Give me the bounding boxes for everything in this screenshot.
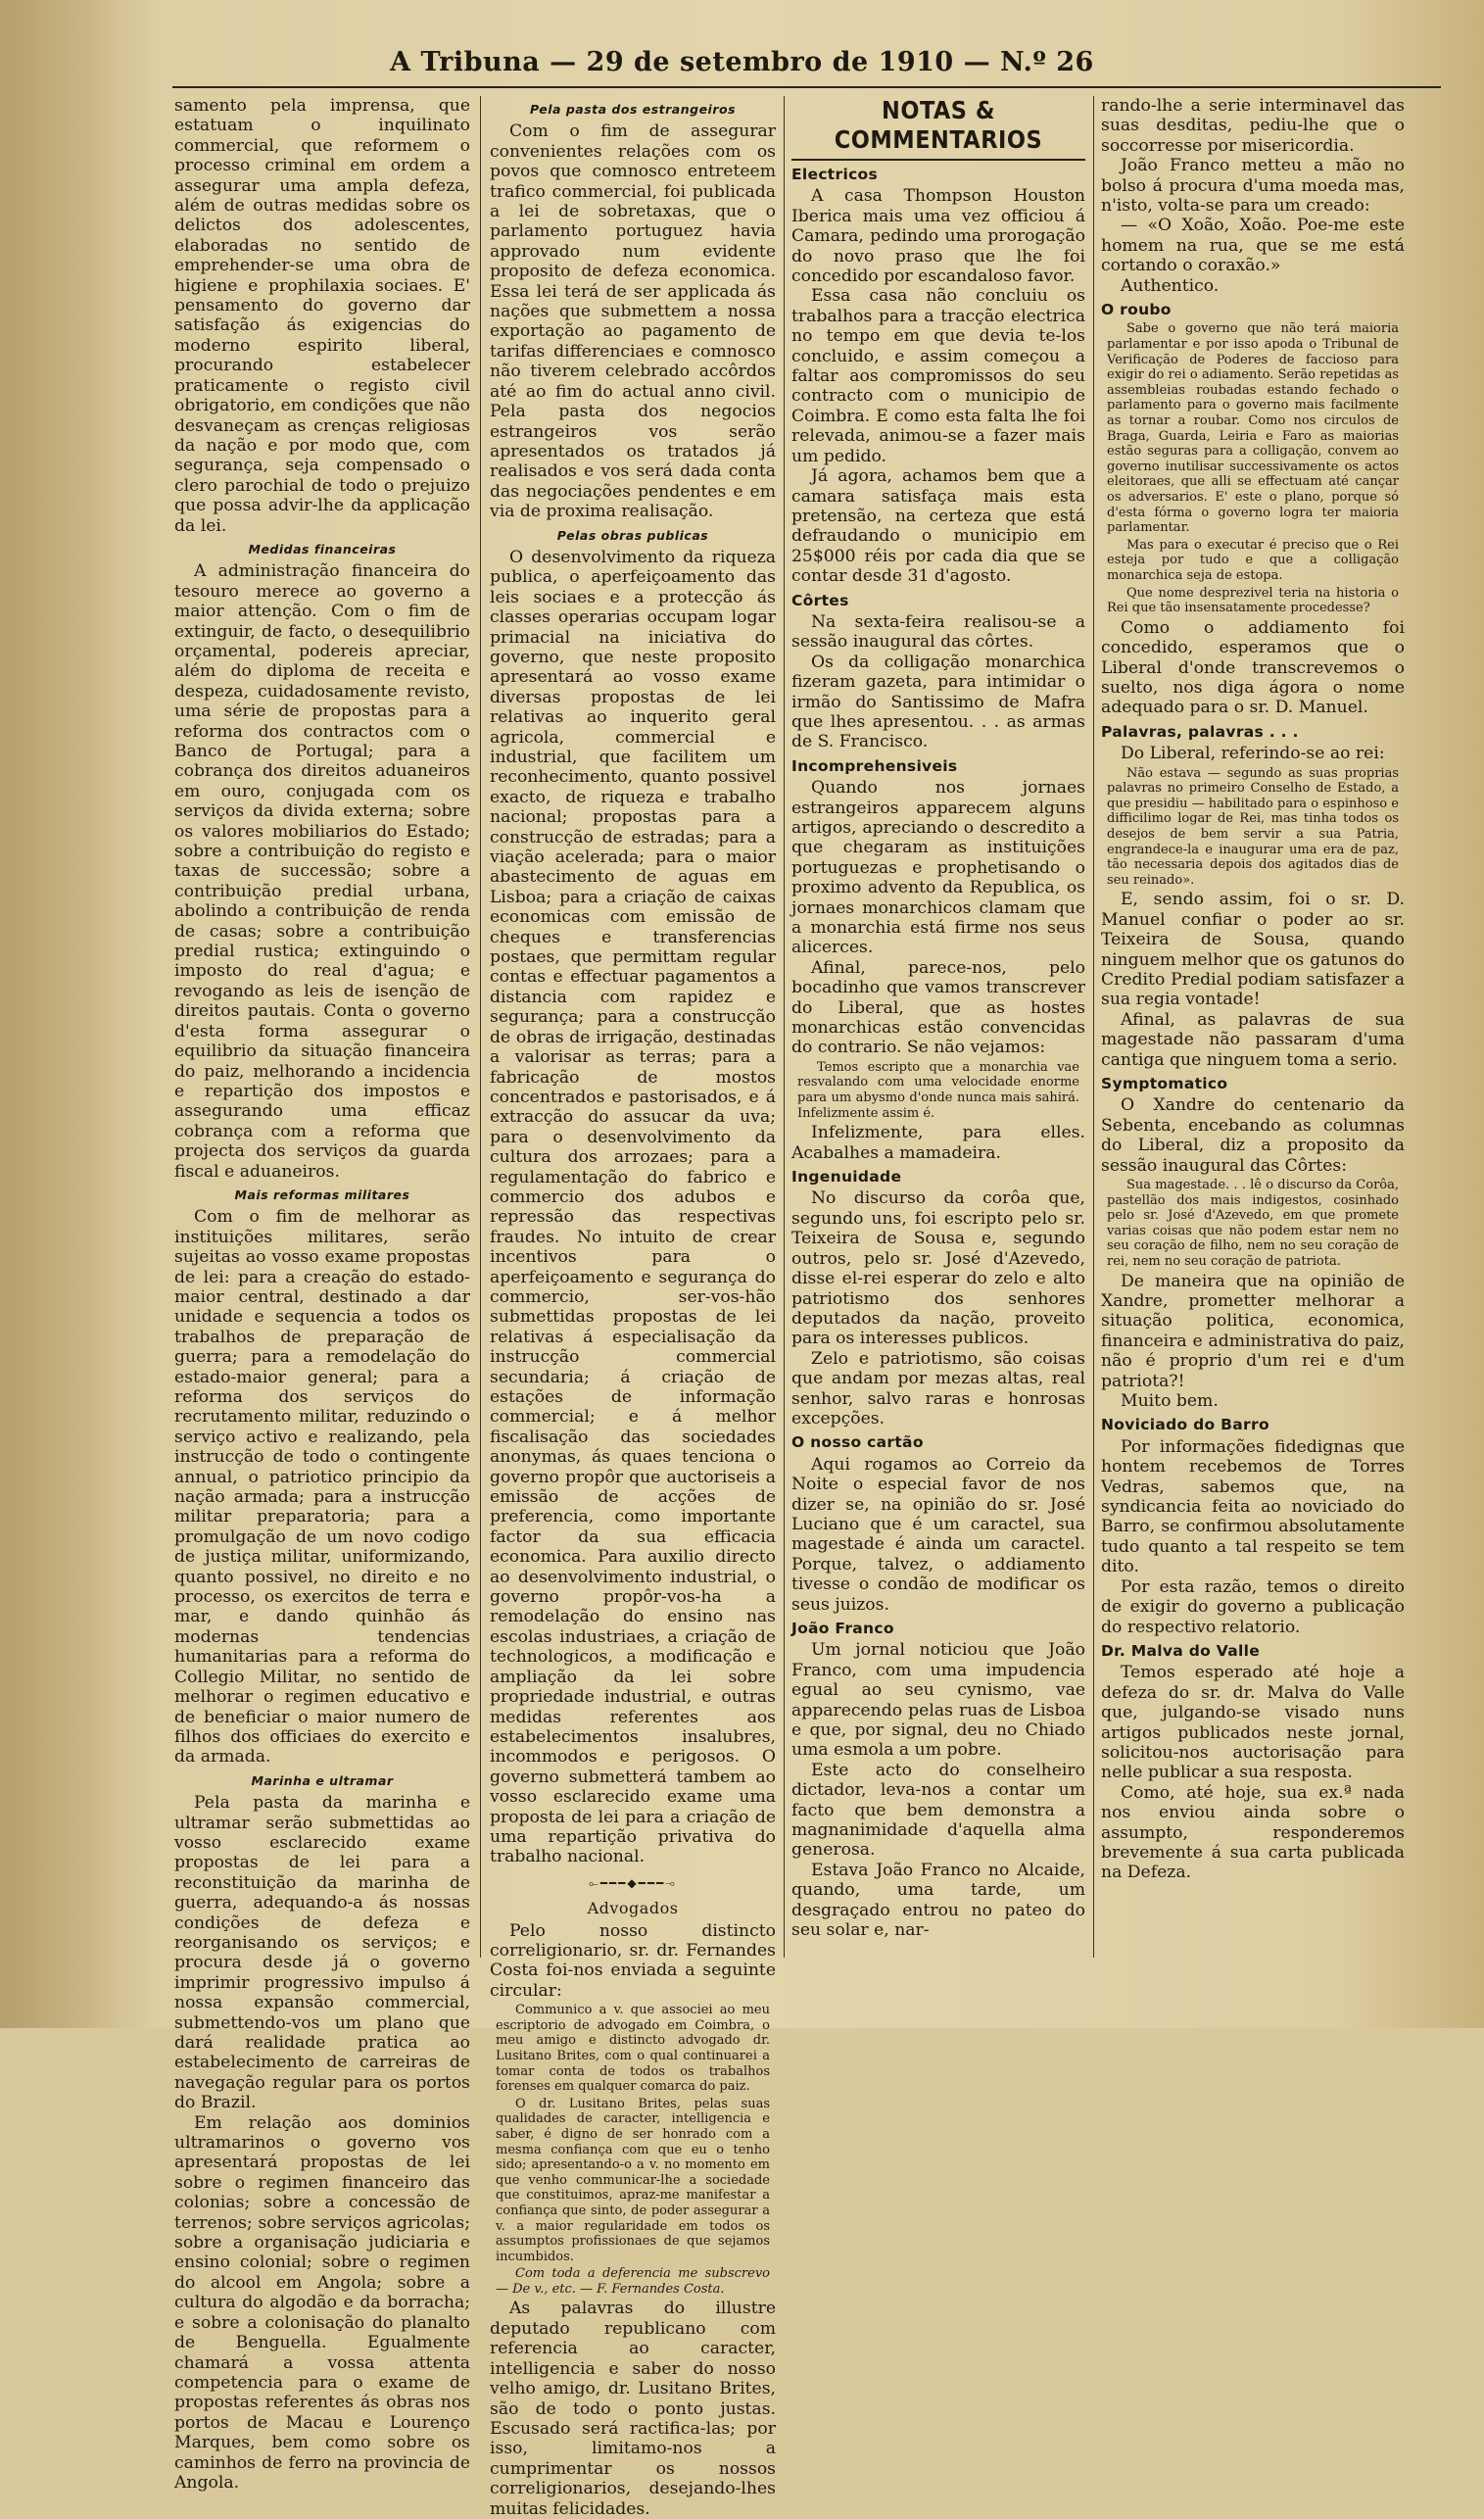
paragraph: Pela pasta da marinha e ultramar serão submettidas ao vosso esclarecido exame propostas de lei para a reconstituição da marinha de guerra, adequando-a ás nossas condições de defeza e reorganisando os serviços; e procura desde já o governo imprimir progressivo impulso á nossa expansão commercial, submettendo-vos um plano que dará realidade pratica ao estabelecimento de carreiras de navegação regular para os portos do Brazil.	[174, 1793, 470, 2113]
header-rule	[172, 86, 1441, 88]
paragraph: Por esta razão, temos o direito de exigir do governo a publicação do respectivo relatorio.	[1101, 1576, 1405, 1637]
quote: Mas para o executar é preciso que o Rei esteja por tudo e que a colligação monarchica seja de estopa.	[1107, 537, 1399, 583]
paragraph: Pelo nosso distincto correligionario, sr. dr. Fernandes Costa foi-nos enviada a seguinte circular:	[490, 1920, 776, 2001]
section-heading: Pelas obras publicas	[556, 527, 709, 543]
column-divider	[1093, 96, 1094, 1958]
quoted-signature: Com toda a deferencia me subscrevo — De v., etc. — F. Fernandes Costa.	[496, 2266, 770, 2297]
masthead: A Tribuna — 29 de setembro de 1910 — N.º 26	[390, 47, 1094, 77]
column-4	[1101, 96, 1405, 1967]
paragraph: Authentico.	[1121, 275, 1220, 296]
paragraph: Afinal, as palavras de sua magestade não passaram d'uma cantiga que ninguem toma a serio.	[1101, 1009, 1405, 1070]
paragraph: Quando nos jornaes estrangeiros apparecem alguns artigos, apreciando o descredito a que chegaram as instituições portuguezas e prophetisando o proximo advento da Republica, os jornaes monarchicos clamam que a monarchia está firme nos seus alicerces.	[791, 778, 1085, 958]
paragraph: Este acto do conselheiro dictador, leva-nos a contar um facto que bem demonstra a magnanimidade d'aquella alma generosa.	[791, 1760, 1085, 1861]
section-heading: Advogados	[587, 1899, 679, 1918]
section-heading: Mais reformas militares	[234, 1187, 410, 1202]
paragraph: rando-lhe a serie interminavel das suas desditas, pediu-lhe que o soccorresse por misericordia.	[1101, 96, 1405, 156]
quoted-circular: Communico a v. que associei ao meu escriptorio de advogado em Coimbra, o meu amigo e distincto advogado dr. Lusitano Brites, com o qual continuarei a tomar conta de todos os trabalhos forenses em qualquer comarca do paiz.	[496, 2003, 770, 2095]
paragraph: A administração financeira do tesouro merece ao governo a maior attenção. Com o fim de extinguir, de facto, o desequilibrio orçamental, podereis apreciar, além do diploma de receita e despeza, cuidadosamente revisto, uma série de propostas para a reforma dos contractos com o Banco de Portugal; para a cobrança dos direitos aduaneiros em ouro, conjugada com os serviços da divida externa; sobre os valores mobiliarios do Estado; sobre a contribuição do registo e taxas de successão; sobre a contribuição predial urbana, abolindo a contribuição de renda de casas; sobre a contribuição predial rustica; extinguindo o imposto do real d'agua; e revogando as leis de isenção de direitos pautais. Conta o governo d'esta forma assegurar o equilibrio da situação financeira do paiz, melhorando a incidencia e repartição dos impostos e assegurando uma efficaz cobrança com a reforma que projecta dos serviços da guarda fiscal e aduaneiros.	[174, 561, 470, 1182]
paragraph: Aqui rogamos ao Correio da Noite o especial favor de nos dizer se, na opinião do sr. José Luciano que é um caractel, sua magestade é ainda um caractel. Porque, talvez, o addiamento tivesse o condão de modificar os seus juizos.	[791, 1454, 1085, 1615]
column-divider	[784, 96, 785, 1958]
paragraph: Em relação aos dominios ultramarinos o governo vos apresentará propostas de lei sobre o regimen financeiro das colonias; sobre a concessão de terrenos; sobre serviços agricolas; sobre a organisação judiciaria e ensino colonial; sobre o regimen do alcool em Angola; sobre a cultura do algodão e da borracha; e sobre a colonisação do planalto de Benguella. Egualmente chamará a vossa attenta competencia para o exame de propostas referentes ás obras nos portos de Macau e Lourenço Marques, bem como sobre os caminhos de ferro na provincia de Angola.	[174, 2112, 470, 2493]
quote: Que nome desprezivel teria na historia o Rei que tão insensatamente procedesse?	[1107, 585, 1399, 616]
paragraph: Com o fim de melhorar as instituições militares, serão sujeitas ao vosso exame propostas de lei: para a creação do estado-maior central, destinado a dar unidade e sequencia a todos os trabalhos de preparação de guerra; para a remodelação do estado-maior general; para a reforma dos serviços do recrutamento militar, reduzindo o serviço activo e realizando, pela instrucção de todo o contingente annual, o patriotico principio da nação armada; para a instrucção militar preparatoria; para a promulgação de um novo codigo de justiça militar, uniformizando, quanto possivel, no direito e no processo, os exercitos de terra e mar, e dando quinhão ás modernas tendencias humanitarias para a reforma do Collegio Militar, no sentido de melhorar o regimen educativo e de beneficiar o maior numero de filhos dos officiaes do exercito e da armada.	[174, 1207, 470, 1768]
paragraph: Muito bem.	[1121, 1391, 1219, 1412]
paragraph: Um jornal noticiou que João Franco, com uma impudencia egual ao seu cynismo, vae apparecendo pelas ruas de Lisboa e que, por signal, deu no Chiado uma esmola a um pobre.	[791, 1640, 1085, 1761]
quote: Temos escripto que a monarchia vae resvalando com uma velocidade enorme para um abysmo d'onde nunca mais sahirá. Infelizmente assim é.	[797, 1059, 1079, 1121]
paragraph: Já agora, achamos bem que a camara satisfaça mais esta pretensão, na certeza que está defraudando o municipio em 25$000 réis por cada dia que se contar desde 31 d'agosto.	[791, 466, 1085, 587]
paragraph: Temos esperado até hoje a defeza do sr. dr. Malva do Valle que, julgando-se visado nuns artigos publicados neste jornal, solicitou-nos auctorisação para nelle publicar a sua resposta.	[1101, 1663, 1405, 1783]
paragraph: samento pela imprensa, que estatuam o inquilinato commercial, que reformem o processo criminal em ordem a assegurar uma ampla defeza, além de outras medidas sobre os delictos dos adolescentes, elaboradas no sentido de emprehender-se uma obra de higiene e prophilaxia sociaes. E' pensamento do governo dar satisfação ás exigencias do moderno espirito liberal, procurando estabelecer praticamente o registo civil obrigatorio, em condições que não desvaneçam as crenças religiosas da nação e por modo que, com segurança, seja compensado o clero parochial de todo o prejuizo que possa advir-lhe da applicação da lei.	[174, 96, 470, 536]
paragraph: Como, até hoje, sua ex.ª nada nos enviou ainda sobre o assumpto, responderemos brevemente á sua carta publicada na Defeza.	[1101, 1782, 1405, 1883]
section-heading: Palavras, palavras . . .	[1101, 722, 1299, 741]
paragraph: Afinal, parece-nos, pelo bocadinho que vamos transcrever do Liberal, que as hostes monarchicas estão convencidas do contrario. Se não vejamos:	[791, 957, 1085, 1058]
paragraph: — «O Xoão, Xoão. Poe-me este homem na rua, que se me está cortando o coraxão.»	[1101, 216, 1405, 276]
section-heading: Dr. Malva do Valle	[1101, 1641, 1261, 1660]
quote: Não estava — segundo as suas proprias palavras no primeiro Conselho de Estado, a que presidiu — habilitado para o espinhoso e difficilimo logar de Rei, mas tinha todos os desejos de bem servir a sua Patria, engrandece-la e inaugurar uma era de paz, tão necessaria depois dos agitados dias de seu reinado».	[1107, 765, 1399, 888]
column-2	[490, 96, 776, 2519]
section-heading: Côrtes	[791, 591, 849, 609]
section-heading: Ingenuidade	[791, 1168, 902, 1187]
quoted-circular: O dr. Lusitano Brites, pelas suas qualidades de caracter, intelligencia e saber, é digno de ser honrado com a mesma confiança com que eu o tenho sido; apresentando-o a v. no momento em que venho communicar-lhe a sociedade que constituimos, apraz-me manifestar a confiança que sinto, de poder assegurar a v. a maior regularidade em todos os assumptos profissionaes de que sejamos incumbidos.	[496, 2096, 770, 2264]
paragraph: Por informações fidedignas que hontem recebemos de Torres Vedras, sabemos que, na syndicancia feita ao noviciado do Barro, se confirmou absolutamente tudo quanto a tal respeito se tem dito.	[1101, 1436, 1405, 1577]
paragraph: A casa Thompson Houston Iberica mais uma vez officiou á Camara, pedindo uma prorogação do novo praso que lhe foi concedido por escandaloso favor.	[791, 186, 1085, 287]
paragraph: O Xandre do centenario da Sebenta, encebando as columnas do Liberal, diz a proposito da sessão inaugural das Côrtes:	[1101, 1095, 1405, 1176]
section-heading: Noviciado do Barro	[1101, 1416, 1269, 1434]
column-divider	[480, 96, 481, 1958]
ornament-divider: ⟜━━━◆━━━⊸	[589, 1875, 677, 1890]
page-edge-shadow	[0, 0, 157, 2028]
paragraph: Os da colligação monarchica fizeram gazeta, para intimidar o irmão do Santissimo de Mafra que lhes apresentou. . . as armas de S. Francisco.	[791, 652, 1085, 752]
paragraph: Na sexta-feira realisou-se a sessão inaugural das côrtes.	[791, 611, 1085, 653]
paragraph: De maneira que na opinião de Xandre, prometter melhorar a situação politica, economica, financeira e administrativa do paiz, não é proprio d'um rei e d'um patriota?!	[1101, 1271, 1405, 1391]
paragraph: E, sendo assim, foi o sr. D. Manuel confiar o poder ao sr. Teixeira de Sousa, quando ninguem melhor que os gatunos do Credito Predial podiam satisfazer a sua regia vontade!	[1101, 890, 1405, 1010]
section-heading: Pela pasta dos estrangeiros	[529, 102, 737, 117]
paragraph: O desenvolvimento da riqueza publica, o aperfeiçoamento das leis sociaes e a protecção ás classes operarias occupam logar primacial na iniciativa do governo, que neste proposito apresentará ao vosso exame diversas propostas de lei relativas ao inquerito geral agricola, commercial e industrial, que facilitem um reconhecimento, quanto possivel exacto, de riqueza e trabalho nacional; propostas para a construcção de estradas; para a viação acelerada; para o maior abastecimento de aguas em Lisboa; para a criação de caixas economicas com emissão de cheques e transferencias postaes, que permittam regular contas e effectuar pagamentos a distancia com rapidez e segurança; para a construcção de obras de irrigação, destinadas a valorisar as terras; para a fabricação de mostos concentrados e pastorisados, e á extracção do assucar da uva; para o desenvolvimento da cultura dos arrozaes; para a regulamentação do fabrico e commercio dos adubos e repressão das respectivas fraudes. No intuito de crear incentivos para o aperfeiçoamento e segurança do commercio, ser-vos-hão submettidas propostas de lei relativas á especialisação da instrucção commercial secundaria; á criação de estações de informação commercial; e á melhor fiscalisação das sociedades anonymas, ás quaes tenciona o governo propôr que auctoriseis a emissão de acções de preferencia, como importante factor da sua efficacia economica. Para auxilio directo ao desenvolvimento industrial, o governo propôr-vos-ha a remodelação do ensino nas escolas industriaes, a criação de technologicos, a modificação e ampliação da lei sobre propriedade industrial, e outras medidas referentes aos estabelecimentos insalubres, incommodos e perigosos. O governo submetterá tambem ao vosso esclarecido exame uma proposta de lei para a criação de uma repartição privativa do trabalho nacional.	[490, 547, 776, 1867]
column-3	[791, 96, 1085, 1967]
paragraph: Com o fim de assegurar convenientes relações com os povos que comnosco entreteem trafico commercial, foi publicada a lei de sobretaxas, que o parlamento portuguez havia approvado num evidente proposito de defeza economica. Essa lei terá de ser applicada ás nações que submettem a nossa exportação ao pagamento de tarifas differenciaes e comnosco não tiverem celebrado accôrdos até ao fim do actual anno civil. Pela pasta dos negocios estrangeiros vos serão apresentados os tratados já realisados e vos será dada conta das negociações pendentes e em via de proxima realisação.	[490, 121, 776, 522]
section-heading: Electricos	[791, 166, 879, 183]
section-heading: Symptomatico	[1101, 1075, 1228, 1092]
section-heading: João Franco	[791, 1620, 894, 1637]
section-heading: O nosso cartão	[791, 1433, 924, 1452]
paragraph: Do Liberal, referindo-se ao rei:	[1121, 744, 1385, 764]
paragraph: Como o addiamento foi concedido, esperamos que o Liberal d'onde transcrevemos o suelto, nos diga ágora o nome adequado para o sr. D. Manuel.	[1101, 617, 1405, 718]
section-banner: NOTAS & COMMENTARIOS	[791, 96, 1085, 161]
paragraph: Essa casa não concluiu os trabalhos para a tracção electrica no tempo em que devia te-los concluido, e assim começou a faltar aos compromissos do seu contracto com o municipio de Coimbra. E como esta falta lhe foi relevada, animou-se a fazer mais um pedido.	[791, 286, 1085, 466]
quote: Sabe o governo que não terá maioria parlamentar e por isso apoda o Tribunal de Verificação de Poderes de faccioso para exigir do rei o adiamento. Serão repetidas as assembleias roubadas estando fechado o parlamento para o governo mais facilmente as tornar a roubar. Como nos circulos de Braga, Guarda, Leiria e Faro as maiorias estão seguras para a colligação, convem ao governo inutilisar successivamente os actos eleitoraes, que alli se effectuam até cançar os adversarios. E' este o plano, porque só d'esta fórma o governo logra ter maioria parlamentar.	[1107, 321, 1399, 536]
paragraph: No discurso da corôa que, segundo uns, foi escripto pelo sr. Teixeira de Sousa e, segundo outros, pelo sr. José d'Azevedo, disse el-rei esperar do zelo e alto patriotismo dos senhores deputados da nação, proveito para os interesses publicos.	[791, 1188, 1085, 1349]
paragraph: Zelo e patriotismo, são coisas que andam por mezas altas, real senhor, salvo raras e honrosas excepções.	[791, 1348, 1085, 1429]
column-1	[174, 96, 470, 2493]
quote: Sua magestade. . . lê o discurso da Corôa, pastellão dos mais indigestos, cosinhado pelo sr. José d'Azevedo, em que promete varias coisas que não podem estar nem no seu coração de filho, nem no seu coração de rei, nem no seu coração de patriota.	[1107, 1178, 1399, 1269]
paragraph: Estava João Franco no Alcaide, quando, uma tarde, um desgraçado entrou no pateo do seu solar e, nar-	[791, 1860, 1085, 1941]
section-heading: O roubo	[1101, 301, 1172, 319]
paragraph: As palavras do illustre deputado republicano com referencia ao caracter, intelligencia e saber do nosso velho amigo, dr. Lusitano Brites, são de todo o ponto justas. Escusado será ractifica-las; por isso, limitamo-nos a cumprimentar os nossos correligionarios, desejando-lhes muitas felicidades.	[490, 2299, 776, 2519]
section-heading: Incomprehensiveis	[791, 756, 958, 775]
paragraph: Infelizmente, para elles. Acabalhes a mamadeira.	[791, 1123, 1085, 1163]
section-heading: Medidas financeiras	[248, 541, 397, 557]
section-heading: Marinha e ultramar	[251, 1772, 394, 1788]
paragraph: João Franco metteu a mão no bolso á procura d'uma moeda mas, n'isto, volta-se para um creado:	[1101, 156, 1405, 217]
